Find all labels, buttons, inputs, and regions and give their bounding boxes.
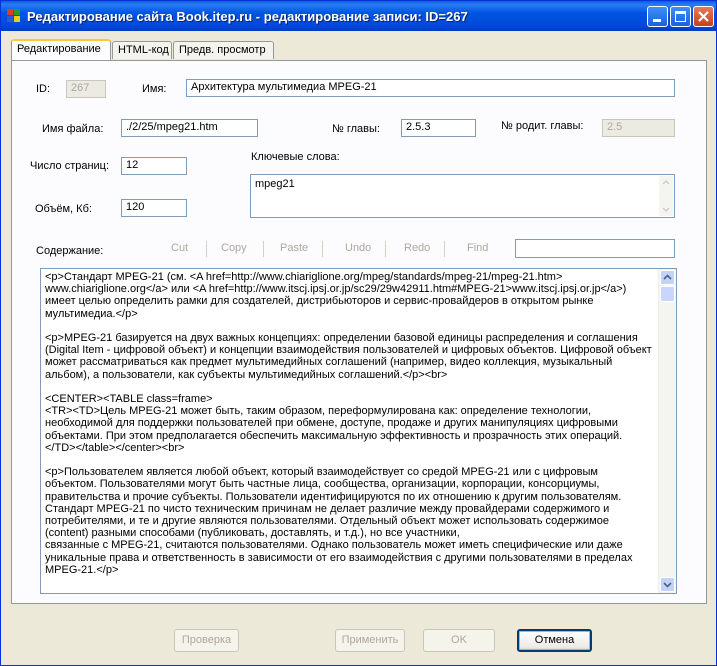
chapter-label: № главы:: [332, 123, 380, 135]
toolbar-separator: [206, 241, 207, 257]
toolbar-separator: [444, 241, 445, 257]
scroll-down-icon: [661, 578, 674, 591]
pages-label: Число страниц:: [30, 160, 110, 172]
check-button[interactable]: Проверка: [174, 629, 239, 652]
toolbar-separator: [263, 241, 264, 257]
pages-field[interactable]: 12: [121, 157, 187, 175]
paste-button[interactable]: Paste: [280, 242, 309, 254]
content-text: <p>Стандарт MPEG-21 (см. <A href=http://www.chiariglione.org/mpeg/standards/mpeg-21/mpeg-21.htm> www.chiariglione.org</a> или <A href=http://www.itscj.ipsj.or.jp/sc29/29w42911.htm#MPEG-21>www.itscj.ipsj.or.jp</a>) имеет целью определить рамки для создателей, дистрибьюторов и сервис-провайдеров в открытом рынке мультимедиа.</p> <p>MPEG-21 базируется на двух важных концепциях: определении базовой единицы распределения и соглашения (Digital Item - цифровой объект) и концепции взаимодействия пользователей и цифровых объектов. Цифровой объект может рассматриваться как предмет мультимедийных соглашений (например, видео коллекция, музыкальный альбом), а пользователи, как субъекты мультимедийных соглашений.</p><br> <CENTER><TABLE class=frame> <TR><TD>Цель MPEG-21 может быть, таким образом, переформулирована как: определение технологии, необходимой для поддержки пользователей при обмене, доступе, продаже и других манипуляциях цифровыми объектами. При этом предполагается обеспечить максимальную эффективность и прозрачность этих операций. </TD></table></center><br> <p>Пользователем является любой объект, который взаимодействует со средой MPEG-21 или с цифровым объектом. Пользователями могут быть частные лица, сообщества, организации, корпорации, консорциумы, правительства и прочие субъекты. Пользователи идентифицируются по их отношению к другим пользователям. Стандарт MPEG-21 по чисто техническим причинам не делает различие между провайдерами содержимого и потребителями, и те и другие являются пользователями. Отдельный объект может использовать содержимое (content) разными способами (публиковать, доставлять, и т.д.), но все участники, связанные с MPEG-21, считаются пользователями. Однако пользователь может иметь специфические или даже уникальные права и ответственность в зависимости от его взаимодействия с другими пользователями в пределах MPEG-21.</p>: [45, 271, 652, 576]
tab-preview[interactable]: Предв. просмотр: [173, 41, 274, 59]
chapter-field[interactable]: 2.5.3: [401, 119, 476, 137]
scroll-up-button[interactable]: [660, 270, 675, 285]
name-field[interactable]: Архитектура мультимедиа MPEG-21: [186, 79, 675, 97]
scroll-up-icon: [661, 271, 674, 284]
name-label: Имя:: [142, 83, 167, 95]
title-bar[interactable]: [1, 1, 716, 31]
copy-button[interactable]: Copy: [221, 242, 247, 254]
size-label: Объём, Кб:: [35, 203, 92, 215]
file-name-label: Имя файла:: [42, 123, 104, 135]
window-title: Редактирование сайта Book.itep.ru - редактирование записи: ID=267: [27, 9, 468, 24]
keywords-scrollbar[interactable]: [659, 176, 673, 216]
toolbar-separator: [385, 241, 386, 257]
size-field[interactable]: 120: [121, 199, 187, 217]
file-name-field[interactable]: ./2/25/mpeg21.htm: [121, 119, 258, 137]
tab-html-code[interactable]: HTML-код: [112, 41, 172, 59]
undo-button[interactable]: Undo: [345, 242, 372, 254]
id-field[interactable]: 267: [66, 80, 106, 98]
redo-button[interactable]: Redo: [404, 242, 431, 254]
keywords-field[interactable]: [250, 174, 675, 218]
keywords-label: Ключевые слова:: [251, 151, 340, 163]
maximize-icon: [671, 7, 690, 26]
content-editor[interactable]: [40, 268, 677, 594]
edit-panel: [11, 60, 707, 604]
apply-button[interactable]: Применить: [335, 629, 405, 652]
tab-edit[interactable]: Редактирование: [11, 39, 111, 60]
content-label: Содержание:: [36, 245, 104, 257]
scroll-thumb[interactable]: [660, 286, 675, 302]
close-icon: [694, 7, 713, 26]
minimize-icon: [648, 7, 667, 26]
parent-chapter-field[interactable]: 2.5: [602, 119, 675, 137]
find-button[interactable]: Find: [467, 242, 489, 254]
maximize-button[interactable]: [670, 6, 691, 27]
toolbar-separator: [322, 241, 323, 257]
ok-button[interactable]: OK: [423, 629, 495, 652]
parent-chapter-label: № родит. главы:: [501, 120, 584, 132]
cancel-button[interactable]: Отмена: [517, 629, 592, 652]
find-input[interactable]: [515, 239, 675, 258]
id-label: ID:: [36, 83, 51, 95]
cut-button[interactable]: Cut: [171, 242, 189, 254]
keywords-text: mpeg21: [255, 178, 295, 190]
scroll-down-button[interactable]: [660, 577, 675, 592]
app-icon[interactable]: [7, 9, 21, 23]
close-button[interactable]: [693, 6, 714, 27]
minimize-button[interactable]: [647, 6, 668, 27]
content-scrollbar[interactable]: [658, 269, 676, 593]
scroll-arrows-icon: [659, 176, 673, 216]
